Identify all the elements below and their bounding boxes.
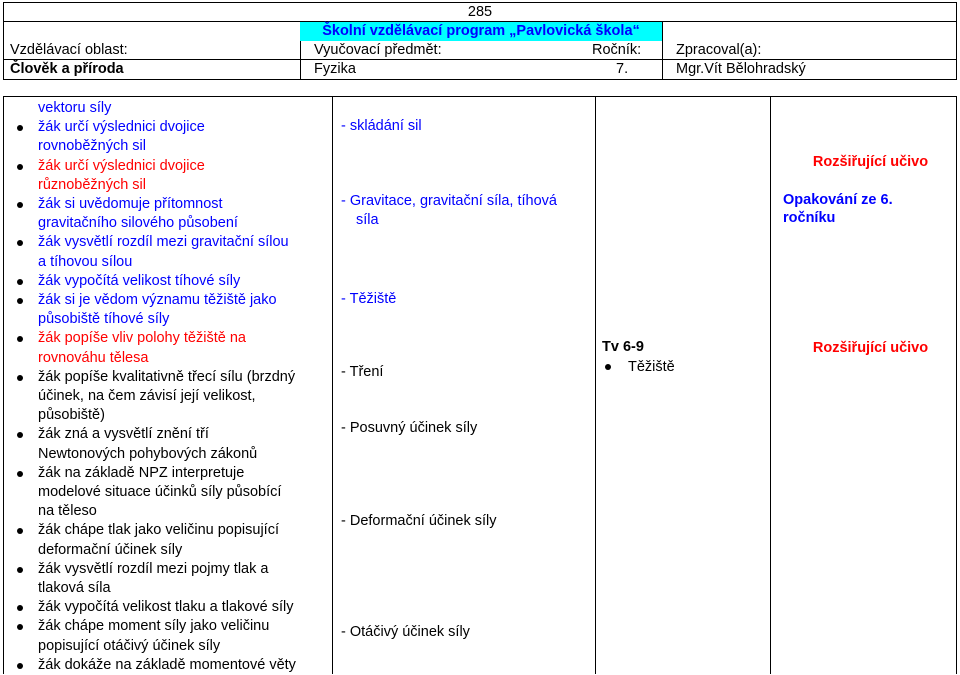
outcome-text: žák popíše vliv polohy těžiště na	[38, 330, 246, 347]
labels-row	[4, 41, 956, 60]
outcome-item	[12, 617, 330, 636]
outcome-item-continuation	[12, 502, 330, 521]
outcome-item-continuation	[12, 406, 330, 425]
outcome-item	[12, 233, 330, 252]
document-header	[3, 2, 957, 80]
cross-item	[602, 357, 742, 377]
header-divider	[300, 41, 301, 79]
outcomes-column	[12, 99, 330, 675]
bullet-icon	[17, 624, 23, 630]
outcome-text: žák vypočítá velikost tíhové síly	[38, 272, 241, 289]
curriculum-item: - Deformační účinek síly	[341, 513, 497, 529]
outcome-text: žák popíše kvalitativně třecí sílu (brzdný	[38, 368, 296, 385]
cross-item-label: Těžiště	[628, 359, 675, 375]
outcome-text: žák vypočítá velikost tlaku a tlakové síly	[38, 599, 294, 616]
area-value: Člověk a příroda	[10, 61, 124, 77]
curriculum-item: - skládání sil	[341, 118, 422, 134]
outcome-text: žák dokáže na základě momentové věty	[38, 656, 296, 673]
curriculum-table	[3, 96, 957, 674]
bullet-icon	[17, 279, 23, 285]
outcome-text: modelové situace účinků síly působící	[38, 484, 282, 501]
outcome-item-continuation	[12, 445, 330, 464]
curriculum-item: - Těžiště	[341, 291, 397, 307]
outcome-text: žák zná a vysvětlí znění tří	[38, 426, 209, 443]
outcome-item-continuation	[12, 387, 330, 406]
outcome-text: Newtonových pohybových zákonů	[38, 445, 258, 462]
outcome-text: žák vysvětlí rozdíl mezi gravitační sílou	[38, 234, 289, 251]
outcome-item-continuation	[12, 483, 330, 502]
outcome-text: působiště tíhové síly	[38, 311, 170, 328]
outcome-item	[12, 656, 330, 675]
note-review: Opakování ze 6.	[783, 192, 893, 208]
outcome-item-continuation	[12, 137, 330, 156]
outcome-item-continuation	[12, 541, 330, 560]
outcome-text: žák vysvětlí rozdíl mezi pojmy tlak a	[38, 560, 269, 577]
bullet-icon	[17, 432, 23, 438]
outcome-text: na těleso	[38, 503, 97, 520]
outcome-item	[12, 195, 330, 214]
subject-label: Vyučovací předmět:	[314, 42, 442, 58]
bullet-icon	[605, 364, 611, 370]
outcome-text: žák si uvědomuje přítomnost	[38, 196, 223, 213]
outcome-item	[12, 291, 330, 310]
outcome-text: vektoru síly	[38, 100, 112, 116]
curriculum-item: - Gravitace, gravitační síla, tíhová	[341, 193, 557, 209]
bullet-icon	[17, 605, 23, 611]
outcome-text: rovnoběžných sil	[38, 138, 146, 155]
outcome-item	[12, 521, 330, 540]
bullet-icon	[17, 298, 23, 304]
outcome-item	[12, 368, 330, 387]
column-divider	[770, 97, 771, 674]
column-divider	[595, 97, 596, 674]
author-value: Mgr.Vít Bělohradský	[676, 61, 806, 77]
outcome-item-continuation	[12, 579, 330, 598]
outcome-text: a tíhovou sílou	[38, 253, 133, 270]
bullet-icon	[17, 336, 23, 342]
grade-value: 7.	[616, 61, 629, 77]
outcome-text: gravitačního silového působení	[38, 215, 238, 232]
program-row	[4, 22, 956, 41]
outcome-item-continuation	[12, 176, 330, 195]
outcome-text: rovnováhu tělesa	[38, 349, 149, 366]
outcome-item-continuation	[12, 214, 330, 233]
outcome-item	[12, 598, 330, 617]
note-extension: Rozšiřující učivo	[812, 154, 929, 170]
page-number: 285	[467, 4, 493, 20]
outcome-item	[12, 157, 330, 176]
outcome-item-continuation	[12, 637, 330, 656]
subject-value: Fyzika	[314, 61, 356, 77]
author-label: Zpracoval(a):	[676, 42, 762, 58]
outcome-text: žák chápe tlak jako veličinu popisující	[38, 522, 279, 539]
outcome-item	[12, 464, 330, 483]
program-title: Školní vzdělávací program „Pavlovická škola“	[322, 23, 640, 39]
outcome-item	[12, 272, 330, 291]
curriculum-item: - Tření	[341, 364, 384, 380]
outcome-text: žák si je vědom významu těžiště jako	[38, 292, 277, 309]
bullet-icon	[17, 240, 23, 246]
page-number-row	[4, 3, 956, 22]
outcome-item	[12, 329, 330, 348]
outcome-item	[12, 118, 330, 137]
outcome-text: žák na základě NPZ interpretuje	[38, 464, 245, 481]
outcome-text: žák chápe moment síly jako veličinu	[38, 618, 270, 635]
area-label: Vzdělávací oblast:	[10, 42, 128, 58]
curriculum-item: síla	[356, 212, 379, 228]
bullet-icon	[17, 375, 23, 381]
outcome-text: popisující otáčivý účinek síly	[38, 637, 221, 654]
values-row	[4, 60, 956, 79]
cross-heading: Tv 6-9	[602, 339, 644, 355]
bullet-icon	[17, 125, 23, 131]
bullet-icon	[17, 471, 23, 477]
outcome-text: různoběžných sil	[38, 176, 146, 193]
cross-curricular-column	[602, 337, 742, 377]
outcome-text: žák určí výslednici dvojice	[38, 119, 205, 136]
outcome-item-continuation	[12, 310, 330, 329]
outcome-text: tlaková síla	[38, 580, 111, 597]
bullet-icon	[17, 164, 23, 170]
outcome-item	[12, 425, 330, 444]
outcome-text: deformační účinek síly	[38, 541, 183, 558]
bullet-icon	[17, 567, 23, 573]
curriculum-item: - Otáčivý účinek síly	[341, 624, 470, 640]
header-divider	[662, 22, 663, 79]
outcome-item-continuation	[12, 349, 330, 368]
note-extension: Rozšiřující učivo	[812, 340, 929, 356]
outcome-text: účinek, na čem závisí její velikost,	[38, 388, 256, 405]
outcome-item-continuation	[12, 253, 330, 272]
outcome-item	[12, 560, 330, 579]
outcome-text: působiště)	[38, 407, 105, 424]
bullet-icon	[17, 528, 23, 534]
grade-label: Ročník:	[592, 42, 642, 58]
outcome-text: žák určí výslednici dvojice	[38, 157, 205, 174]
bullet-icon	[17, 202, 23, 208]
outcome-item-continuation	[12, 99, 330, 118]
note-review-cont: ročníku	[783, 210, 836, 226]
curriculum-item: - Posuvný účinek síly	[341, 420, 478, 436]
column-divider	[332, 97, 333, 674]
bullet-icon	[17, 663, 23, 669]
